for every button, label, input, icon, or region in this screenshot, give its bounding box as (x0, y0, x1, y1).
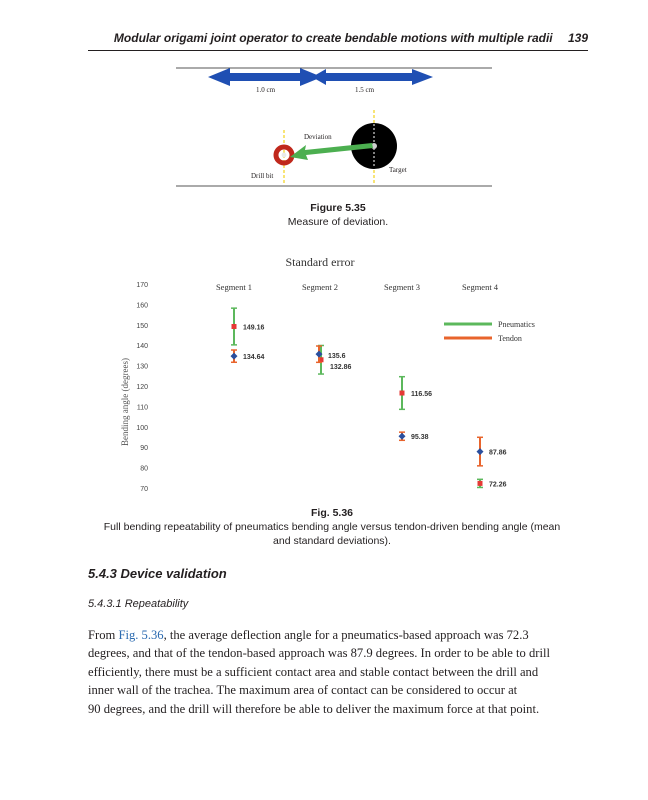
paragraph-line-3: efficiently, there must be a sufficient contact area and stable contact between the drill and (88, 664, 539, 679)
y-axis-label: Bending angle (degrees) (120, 358, 130, 446)
label-1cm: 1.0 cm (256, 86, 276, 94)
drill-bit-center (282, 153, 287, 158)
category-label: Segment 2 (301, 282, 339, 292)
y-tick-label: 70 (140, 486, 148, 493)
legend-label: Tendon (498, 334, 522, 343)
figure-5-36-label: Fig. 5.36 (310, 507, 353, 519)
y-tick-label: 150 (136, 322, 148, 330)
y-tick-label: 90 (140, 445, 148, 453)
para-prefix: From (88, 628, 119, 642)
legend-label: Pneumatics (498, 320, 535, 329)
figure-5-35-caption (88, 201, 588, 229)
figure-reference-link[interactable]: Fig. 5.36 (118, 628, 164, 642)
data-point-square (478, 481, 483, 486)
figure-5-35-diagram (0, 0, 648, 210)
data-label: 116.56 (411, 391, 433, 399)
data-point-diamond (477, 448, 484, 455)
figure-5-36-caption (72, 506, 592, 548)
category-label: Segment 3 (383, 282, 421, 292)
data-label: 135.6 (328, 353, 346, 361)
figure-5-36-chart (0, 248, 648, 508)
paragraph-line-2: degrees, and that of the tendon-based approach was 87.9 degrees. In order to be able to drill (88, 646, 550, 661)
section-heading: 5.4.3 Device validation (88, 566, 227, 581)
y-tick-label: 120 (136, 384, 148, 391)
data-point-square (400, 391, 405, 396)
y-tick-label: 110 (136, 404, 148, 412)
y-tick-label: 80 (140, 465, 148, 473)
page-number: 139 (567, 31, 588, 45)
running-title: Modular origami joint operator to create bendable motions with multiple radii (113, 31, 553, 45)
subsection-heading: 5.4.3.1 Repeatability (88, 598, 189, 610)
y-tick-label: 140 (136, 343, 148, 351)
data-label: 132.86 (330, 363, 352, 371)
body-paragraph (88, 626, 588, 718)
figure-5-35-text: Measure of deviation. (287, 216, 389, 228)
y-tick-label: 170 (136, 282, 148, 289)
paragraph-line-1 (88, 626, 588, 644)
figure-5-36-text-1: Full bending repeatability of pneumatics bending angle versus tendon-driven bending angle (mean (103, 521, 561, 533)
dimension-arrow-left (208, 68, 322, 86)
dimension-arrow-right (312, 69, 433, 85)
y-tick-label: 100 (136, 424, 148, 432)
data-point-square (232, 324, 237, 329)
chart-title: Standard error (285, 255, 355, 269)
category-label: Segment 4 (461, 282, 499, 292)
y-tick-label: 130 (136, 363, 148, 371)
data-label: 72.26 (489, 481, 507, 489)
data-point-diamond (399, 433, 406, 440)
paragraph-line-5: 90 degrees, and the drill will therefore be able to deliver the maximum force at that point. (88, 701, 540, 716)
paragraph-line-4: inner wall of the trachea. The maximum area of contact can be considered to occur at (88, 683, 518, 698)
para-line-1-rest: , the average deflection angle for a pneumatics-based approach was 72.3 (163, 628, 529, 642)
label-drill-bit: Drill bit (251, 172, 274, 180)
data-point-diamond (231, 353, 238, 360)
data-label: 149.16 (243, 324, 265, 332)
figure-5-36-text-2: and standard deviations). (273, 535, 391, 547)
label-target: Target (389, 166, 407, 174)
label-deviation: Deviation (304, 133, 332, 141)
y-tick-label: 160 (136, 302, 148, 310)
data-label: 95.38 (411, 434, 429, 442)
figure-5-35-label: Figure 5.35 (310, 202, 366, 214)
label-1-5cm: 1.5 cm (355, 86, 375, 94)
data-label: 134.64 (243, 354, 265, 362)
data-label: 87.86 (489, 449, 507, 457)
category-label: Segment 1 (215, 282, 253, 292)
